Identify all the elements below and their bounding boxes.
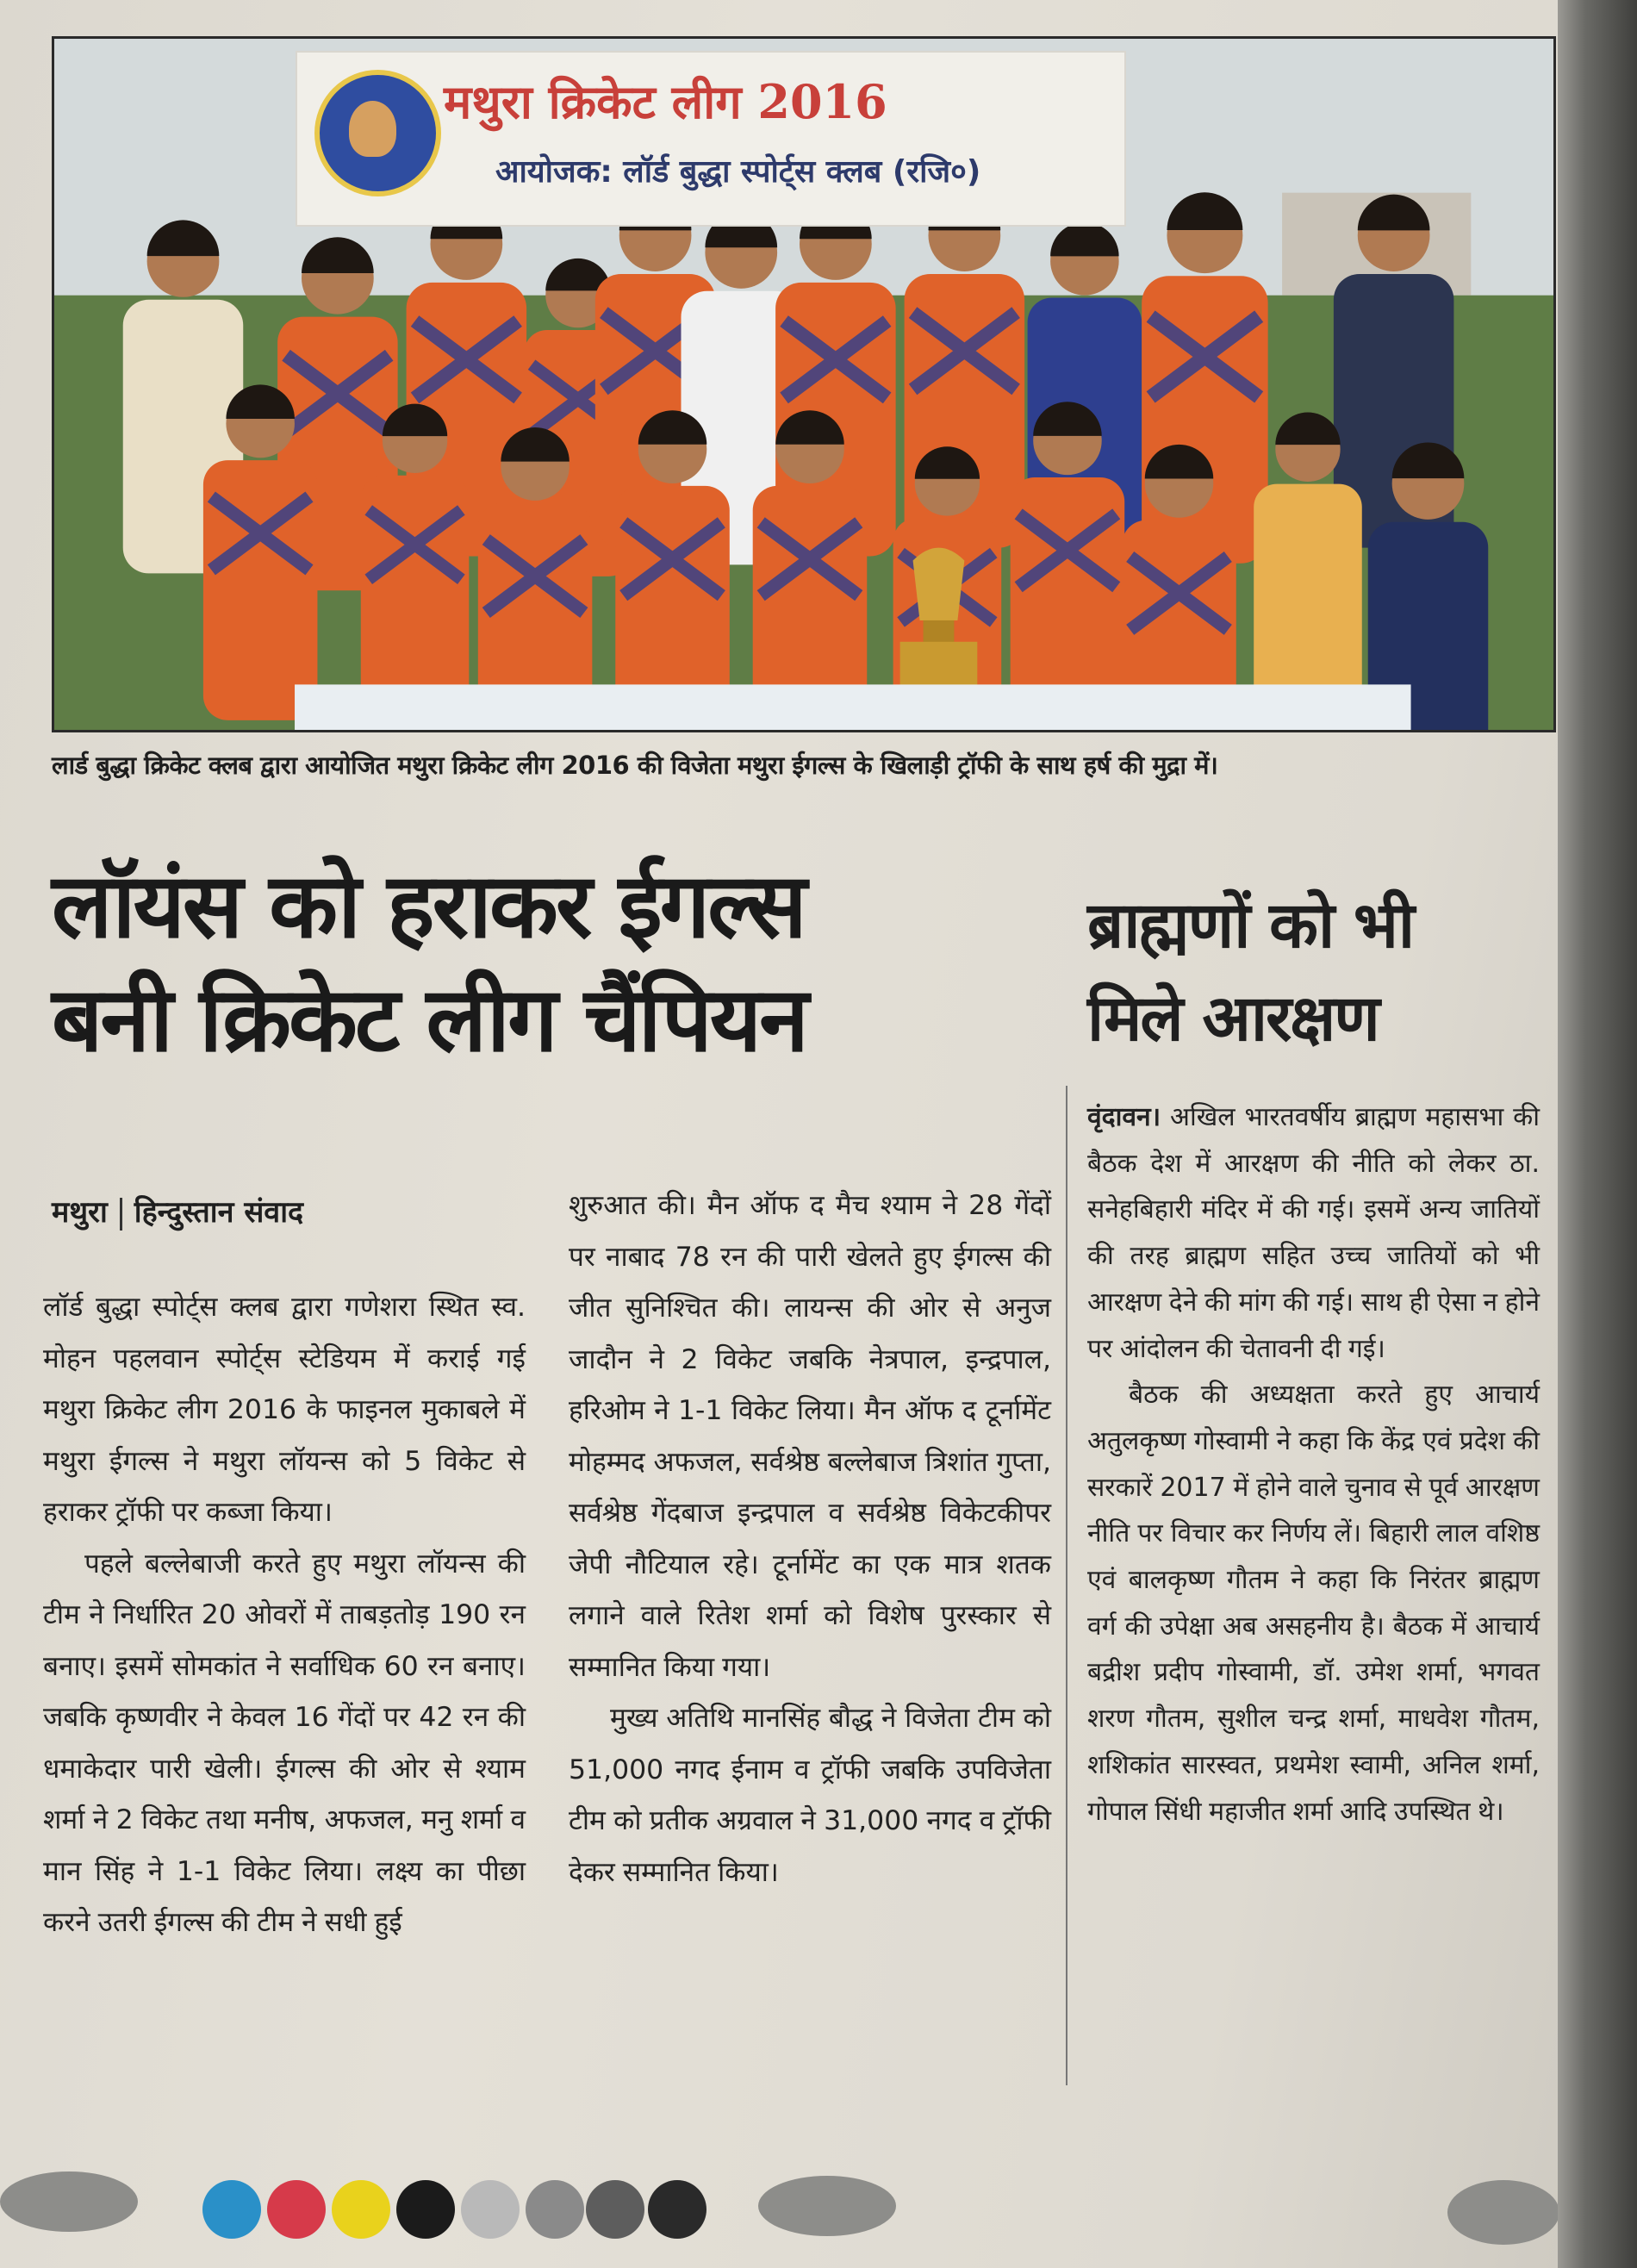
article-paragraph: शुरुआत की। मैन ऑफ द मैच श्याम ने 28 गेंदों पर नाबाद 78 रन की पारी खेलते हुए ईगल्स की जीत सुनिश्चित की। लायन्स की ओर से अनुज जादौन ने 2 विकेट जबकि नेत्रपाल, इन्द्रपाल, हरिओम ने 1-1 विकेट लिया। मैन ऑफ द टूर्नामेंट मोहम्मद अफजल, सर्वश्रेष्ठ बल्लेबाज त्रिशांत गुप्ता, सर्वश्रेष्ठ गेंदबाज इन्द्रपाल व सर्वश्रेष्ठ विकेटकीपर जेपी नौटियाल रहे। टूर्नामेंट का एक मात्र शतक लगाने वाले रितेश शर्मा को विशेष पुरस्कार से सम्मानित किया गया। — [569, 1190, 1051, 1683]
registration-oval — [758, 2176, 896, 2236]
article-column-2 — [569, 1181, 1051, 1898]
registration-dot — [526, 2180, 584, 2239]
side-headline-line1: ब्राह्मणों को भी — [1087, 888, 1414, 963]
side-dateline: वृंदावन। — [1087, 1102, 1161, 1132]
main-headline-line2: बनी क्रिकेट लीग चैंपियन — [52, 967, 806, 1072]
side-article-text: अखिल भारतवर्षीय ब्राह्मण महासभा की बैठक देश में आरक्षण की नीति को लेकर ठा. सनेहबिहारी मंदिर में की गई। इसमें अन्य जातियों की तरह ब्राह्मण सहित उच्च जातियों को भी आरक्षण देने की मांग की गई। साथ ही ऐसा न होने पर आंदोलन की चेतावनी दी गई। — [1087, 1102, 1540, 1364]
page-edge-shadow — [1558, 0, 1637, 2268]
club-logo — [314, 70, 441, 196]
main-headline — [52, 849, 1043, 1076]
dateline: मथुरा — [52, 1195, 108, 1230]
main-headline-line1: लॉयंस को हराकर ईगल्स — [52, 853, 805, 958]
registration-dot — [586, 2180, 644, 2239]
banner-subtitle: आयोजक: लॉर्ड बुद्धा स्पोर्ट्स क्लब (रजि०) — [495, 154, 981, 190]
registration-dot — [267, 2180, 326, 2239]
source-credit: हिन्दुस्तान संवाद — [134, 1195, 304, 1230]
side-article-paragraph — [1087, 1094, 1540, 1372]
article-paragraph: मुख्य अतिथि मानसिंह बौद्ध ने विजेता टीम को 51,000 नगद ईनाम व ट्रॉफी जबकि उपविजेता टीम को प्रतीक अग्रवाल ने 31,000 नगद व ट्रॉफी देकर सम्मानित किया। — [569, 1703, 1051, 1888]
banner-title: मथुरा क्रिकेट लीग 2016 — [444, 74, 887, 129]
registration-oval — [1447, 2180, 1559, 2245]
registration-dot — [202, 2180, 261, 2239]
side-article-column — [1087, 1094, 1540, 1835]
article-column-1 — [43, 1282, 526, 1949]
event-banner — [296, 51, 1126, 227]
column-divider — [1066, 1086, 1067, 2085]
side-headline — [1087, 879, 1535, 1065]
photo-caption: लार्ड बुद्धा क्रिकेट क्लब द्वारा आयोजित मथुरा क्रिकेट लीग 2016 की विजेता मथुरा ईगल्स के खिलाड़ी ट्रॉफी के साथ हर्ष की मुद्रा में। — [52, 751, 1218, 780]
registration-dot — [461, 2180, 520, 2239]
byline-separator — [120, 1198, 122, 1231]
team-photo — [52, 36, 1556, 732]
registration-dot — [332, 2180, 390, 2239]
side-headline-line2: मिले आरक्षण — [1087, 981, 1379, 1056]
article-paragraph: लॉर्ड बुद्धा स्पोर्ट्स क्लब द्वारा गणेशरा स्थित स्व. मोहन पहलवान स्पोर्ट्स स्टेडियम में कराई गई मथुरा क्रिकेट लीग 2016 के फाइनल मुकाबले में मथुरा ईगल्स ने मथुरा लॉयन्स को 5 विकेट से हराकर ट्रॉफी पर कब्जा किया। — [43, 1292, 526, 1528]
registration-dot — [648, 2180, 706, 2239]
side-article-paragraph: बैठक की अध्यक्षता करते हुए आचार्य अतुलकृष्ण गोस्वामी ने कहा कि केंद्र एवं प्रदेश की सरकारें 2017 में होने वाले चुनाव से पूर्व आरक्षण नीति पर विचार कर निर्णय लें। बिहारी लाल वशिष्ठ एवं बालकृष्ण गौतम ने कहा कि निरंतर ब्राह्मण वर्ग की उपेक्षा अब असहनीय है। बैठक में आचार्य बद्रीश प्रदीप गोस्वामी, डॉ. उमेश शर्मा, भगवत शरण गौतम, सुशील चन्द्र शर्मा, माधवेश गौतम, शशिकांत सारस्वत, प्रथमेश स्वामी, अनिल शर्मा, गोपाल सिंधी महाजीत शर्मा आदि उपस्थित थे। — [1087, 1380, 1540, 1827]
registration-marks — [0, 2171, 1558, 2249]
byline — [52, 1191, 534, 1231]
article-paragraph: पहले बल्लेबाजी करते हुए मथुरा लॉयन्स की टीम ने निर्धारित 20 ओवरों में ताबड़तोड़ 190 रन बनाए। इसमें सोमकांत ने सर्वाधिक 60 रन बनाए। जबकि कृष्णवीर ने केवल 16 गेंदों पर 42 रन की धमाकेदार पारी खेली। ईगल्स की ओर से श्याम शर्मा ने 2 विकेट तथा मनीष, अफजल, मनु शर्मा व मान सिंह ने 1-1 विकेट लिया। लक्ष्य का पीछा करने उतरी ईगल्स की टीम ने सधी हुई — [43, 1548, 526, 1938]
registration-dot — [396, 2180, 455, 2239]
registration-oval — [0, 2171, 138, 2232]
